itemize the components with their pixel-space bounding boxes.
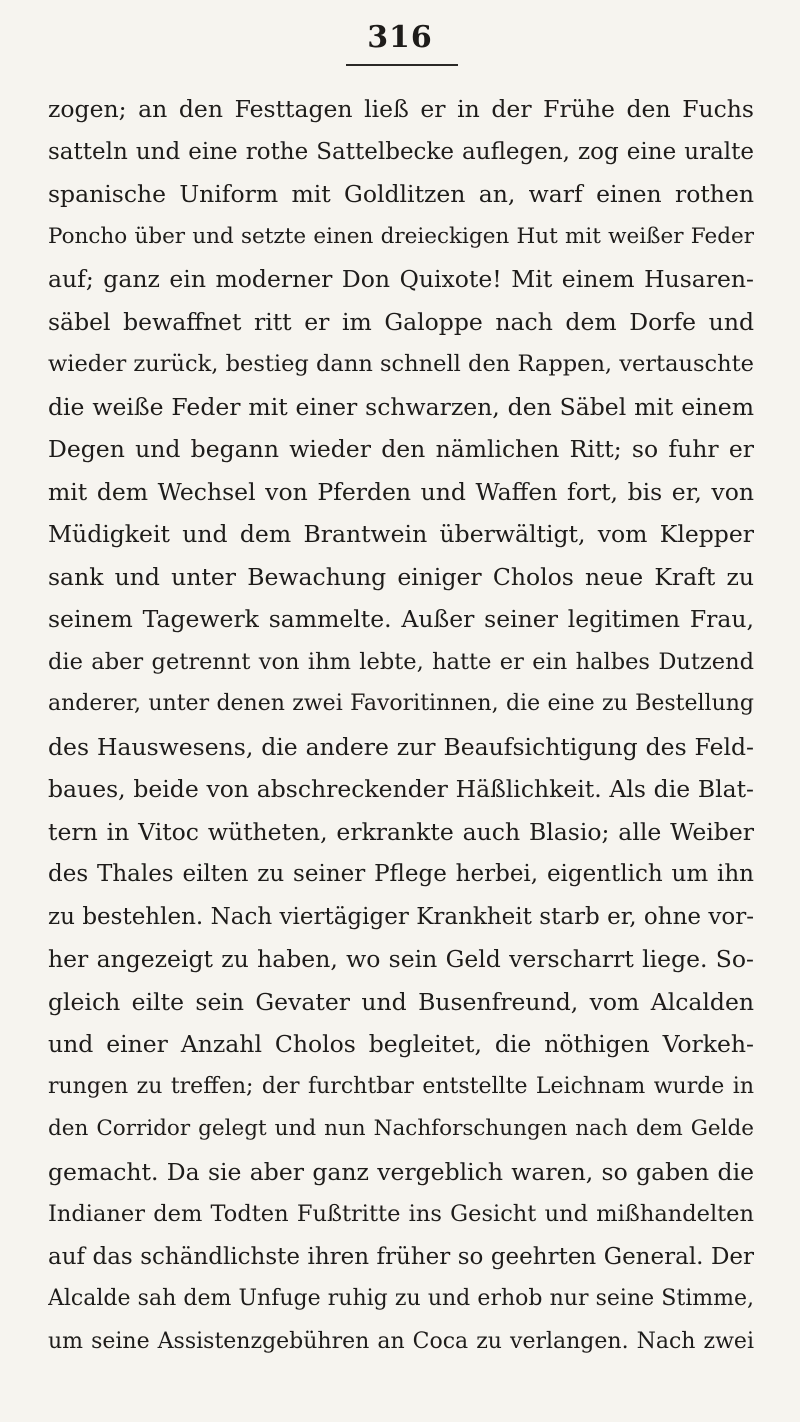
body-text <box>48 88 754 1363</box>
text-line: die weiße Feder mit einer schwarzen, den Säbel mit einem <box>48 392 754 421</box>
text-line: des Hauswesens, die andere zur Beaufsichtigung des Feld- <box>48 732 754 761</box>
header-rule <box>346 64 458 66</box>
text-line: satteln und eine rothe Sattelbecke auflegen, zog eine uralte <box>48 138 754 165</box>
text-line: säbel bewaffnet ritt er im Galoppe nach dem Dorfe und <box>48 307 754 336</box>
text-line: Poncho über und setzte einen dreieckigen Hut mit weißer Feder <box>48 223 754 249</box>
text-line: um seine Assistenzgebühren an Coca zu verlangen. Nach zwei <box>48 1328 754 1354</box>
page-number: 316 <box>367 20 433 55</box>
text-line: baues, beide von abschreckender Häßlichkeit. Als die Blat- <box>48 775 754 803</box>
text-line: spanische Uniform mit Goldlitzen an, warf einen rothen <box>48 180 754 208</box>
text-line: auf; ganz ein moderner Don Quixote! Mit einem Husaren- <box>48 265 754 293</box>
text-line: den Corridor gelegt und nun Nachforschungen nach dem Gelde <box>48 1116 754 1141</box>
text-line: rungen zu treffen; der furchtbar entstellte Leichnam wurde in <box>48 1073 754 1099</box>
text-line: anderer, unter denen zwei Favoritinnen, die eine zu Bestellung <box>48 691 754 716</box>
text-line: gleich eilte sein Gevater und Busenfreund, vom Alcalden <box>48 987 754 1016</box>
text-line: sank und unter Bewachung einiger Cholos neue Kraft zu <box>48 562 754 591</box>
text-line: her angezeigt zu haben, wo sein Geld verscharrt liege. So- <box>48 945 754 973</box>
text-line: auf das schändlichste ihren früher so geehrten General. Der <box>48 1243 754 1270</box>
text-line: gemacht. Da sie aber ganz vergeblich waren, so gaben die <box>48 1157 754 1186</box>
text-line: Müdigkeit und dem Brantwein überwältigt, vom Klepper <box>48 520 754 548</box>
text-line: zogen; an den Festtagen ließ er in der Frühe den Fuchs <box>48 95 754 123</box>
text-line: und einer Anzahl Cholos begleitet, die nöthigen Vorkeh- <box>48 1030 754 1058</box>
text-line: des Thales eilten zu seiner Pflege herbei, eigentlich um ihn <box>48 861 754 887</box>
text-line: die aber getrennt von ihm lebte, hatte er ein halbes Dutzend <box>48 648 754 675</box>
text-line: wieder zurück, bestieg dann schnell den Rappen, vertauschte <box>48 351 754 377</box>
text-line: zu bestehlen. Nach viertägiger Krankheit starb er, ohne vor- <box>48 903 754 930</box>
text-line: tern in Vitoc wütheten, erkrankte auch Blasio; alle Weiber <box>48 817 754 846</box>
text-line: Degen und begann wieder den nämlichen Ritt; so fuhr er <box>48 435 754 463</box>
text-line: Alcalde sah dem Unfuge ruhig zu und erhob nur seine Stimme, <box>48 1286 754 1311</box>
text-line: mit dem Wechsel von Pferden und Waffen fort, bis er, von <box>48 477 754 506</box>
text-line: seinem Tagewerk sammelte. Außer seiner legitimen Frau, <box>48 605 754 633</box>
text-line: Indianer dem Todten Fußtritte ins Gesicht und mißhandelten <box>48 1201 754 1227</box>
